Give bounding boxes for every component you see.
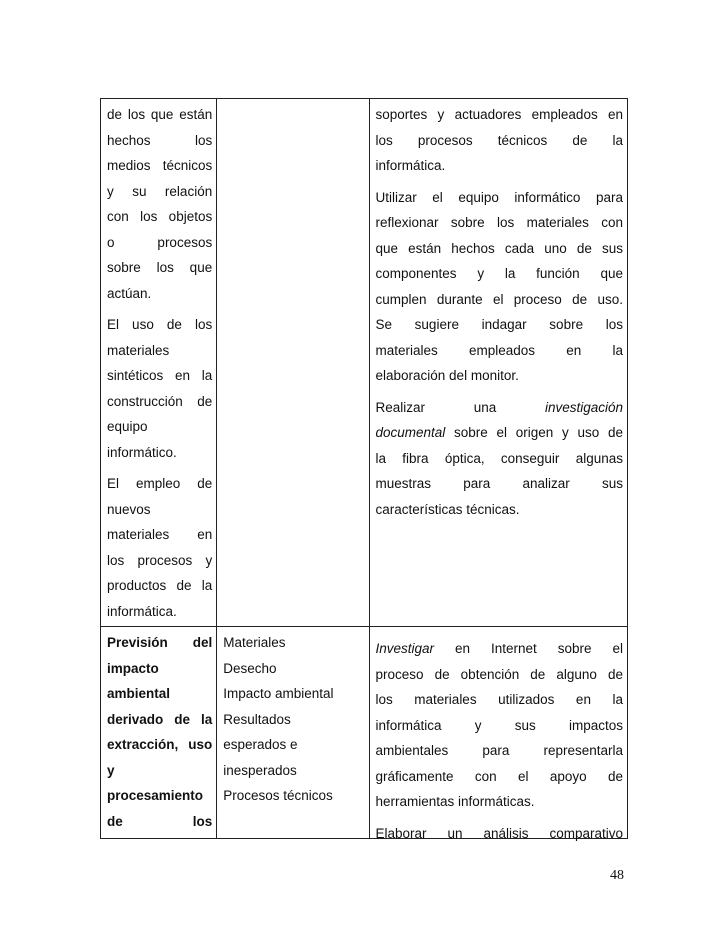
text-line: procesamiento bbox=[107, 788, 204, 803]
text-line: esperados e bbox=[223, 737, 298, 752]
text-line: materiales bbox=[107, 342, 170, 358]
row2-col1-cell bbox=[101, 627, 217, 839]
col3-para-3 bbox=[376, 395, 624, 523]
row2-col2-cell bbox=[217, 627, 369, 839]
text-line: cumplen durante el proceso de uso. bbox=[375, 291, 623, 307]
text-fragment: sobre el origen y uso de bbox=[445, 425, 623, 440]
text-line: Utilizar el equipo informático para bbox=[375, 189, 623, 205]
row1-col1-cell bbox=[101, 99, 217, 627]
col3-para-1 bbox=[376, 102, 624, 179]
text-line: características técnicas. bbox=[375, 501, 520, 517]
text-line: equipo bbox=[107, 419, 148, 434]
text-line: los procesos técnicos de la bbox=[375, 132, 623, 148]
text-line: Procesos técnicos bbox=[223, 788, 333, 803]
text-line: o procesos bbox=[107, 234, 213, 250]
text-line: materiales empleados en la bbox=[375, 342, 623, 358]
text-line: El empleo de bbox=[107, 476, 213, 491]
text-line: con los objetos bbox=[107, 209, 213, 224]
text-line: de los que están bbox=[107, 107, 213, 122]
text-line: los procesos y bbox=[107, 552, 213, 568]
text-line bbox=[376, 395, 624, 421]
text-fragment: Realizar una bbox=[375, 399, 545, 415]
text-line: Materiales bbox=[223, 635, 286, 650]
text-line: y bbox=[107, 762, 115, 778]
text-line: gráficamente con el apoyo de bbox=[375, 768, 623, 784]
text-line: informática. bbox=[107, 603, 177, 619]
text-line: ambientales para representarla bbox=[375, 743, 623, 758]
text-line: proceso de obtención de alguno de bbox=[375, 666, 623, 682]
row1-col3-cell bbox=[369, 99, 628, 627]
text-line: Impacto ambiental bbox=[223, 686, 334, 701]
text-line bbox=[376, 636, 624, 662]
text-line: sintéticos en la bbox=[107, 368, 213, 383]
text-fragment: en Internet sobre el bbox=[434, 641, 623, 656]
text-line: muestras para analizar sus bbox=[375, 476, 623, 491]
italic-term: Investigar bbox=[375, 641, 435, 656]
text-line: informática y sus impactos bbox=[375, 717, 623, 733]
col3-para-2 bbox=[376, 185, 624, 389]
text-line: actúan. bbox=[107, 285, 152, 301]
content-table bbox=[100, 98, 628, 839]
text-line: componentes y la función que bbox=[375, 266, 623, 281]
text-line: derivado de la bbox=[107, 711, 213, 727]
text-line: la fibra óptica, conseguir algunas bbox=[375, 450, 623, 466]
text-line: Desecho bbox=[223, 660, 277, 676]
col1-para-1 bbox=[107, 102, 212, 306]
col1-para-3 bbox=[107, 471, 212, 624]
text-line: extracción, uso bbox=[107, 737, 213, 752]
text-line: de los bbox=[107, 813, 213, 829]
text-line: los materiales utilizados en la bbox=[375, 692, 623, 707]
table-row bbox=[101, 99, 628, 627]
row2-col3-cell bbox=[369, 627, 628, 839]
text-line: reflexionar sobre los materiales con bbox=[375, 215, 623, 230]
table-row bbox=[101, 627, 628, 839]
text-line: El uso de los bbox=[107, 317, 213, 332]
text-line: materiales en bbox=[107, 527, 213, 542]
text-line: sobre los que bbox=[107, 260, 213, 275]
text-line: informática. bbox=[375, 158, 446, 173]
text-line: Previsión del bbox=[107, 635, 213, 650]
text-line: elaboración del monitor. bbox=[375, 368, 519, 383]
text-line: Elaborar un análisis comparativo bbox=[375, 825, 623, 841]
text-line: herramientas informáticas. bbox=[375, 794, 535, 809]
col1-para-2 bbox=[107, 312, 212, 465]
text-line: informático. bbox=[107, 444, 177, 460]
text-line: construcción de bbox=[107, 393, 213, 409]
text-line: impacto bbox=[107, 660, 159, 676]
text-line bbox=[376, 420, 624, 446]
text-line: hechos los bbox=[107, 132, 213, 148]
text-line: medios técnicos bbox=[107, 158, 213, 173]
italic-term: documental bbox=[375, 425, 446, 440]
text-line: Resultados bbox=[223, 711, 291, 727]
text-line: nuevos bbox=[107, 501, 151, 517]
text-line: y su relación bbox=[107, 183, 213, 199]
italic-term: investigación bbox=[544, 399, 623, 415]
text-line: Se sugiere indagar sobre los bbox=[375, 317, 623, 332]
text-line: inesperados bbox=[223, 762, 297, 778]
text-line: que están hechos cada uno de sus bbox=[375, 240, 623, 256]
row1-col2-cell bbox=[217, 99, 369, 627]
text-line: soportes y actuadores empleados en bbox=[375, 107, 623, 122]
text-line: ambiental bbox=[107, 686, 171, 701]
page-number: 48 bbox=[610, 868, 624, 883]
text-line: productos de la bbox=[107, 578, 213, 593]
col3-para-1 bbox=[376, 636, 624, 815]
col3-para-2 bbox=[376, 821, 624, 847]
